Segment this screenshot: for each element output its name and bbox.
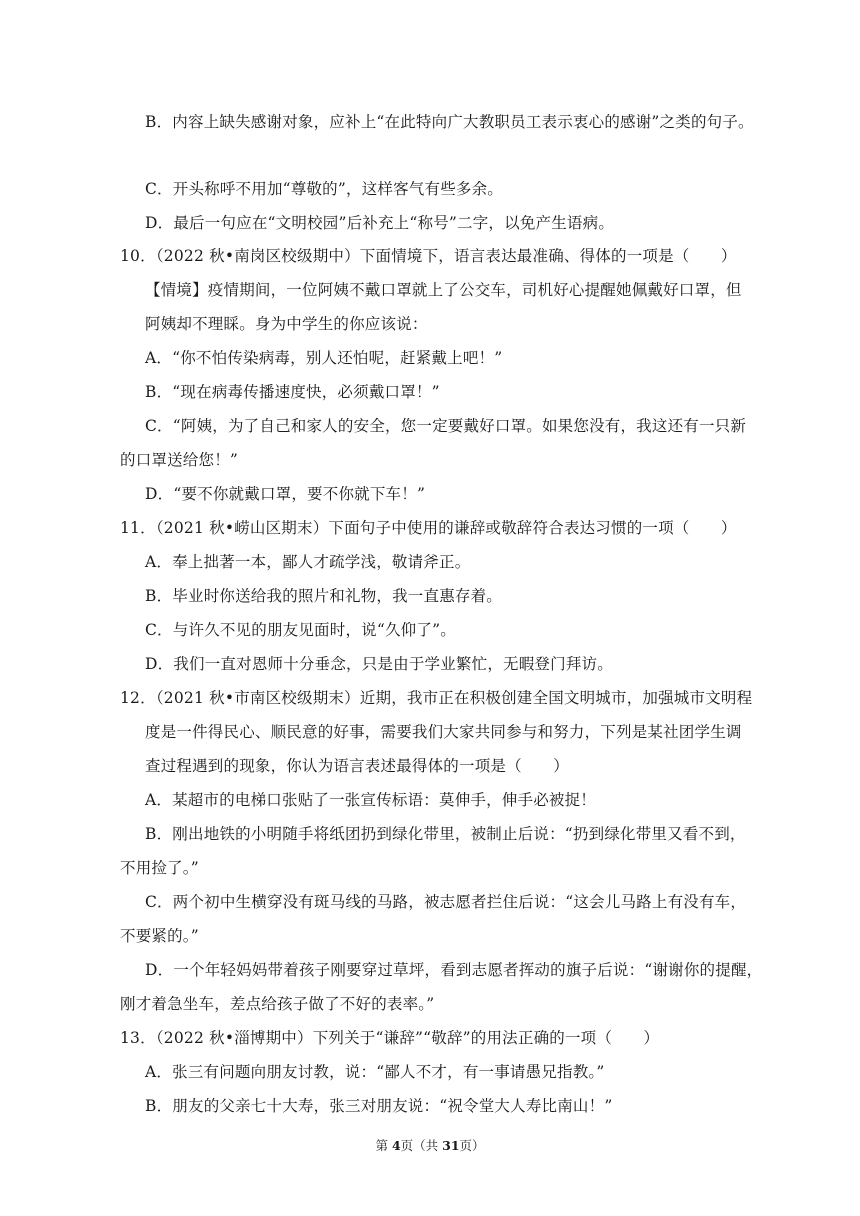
q12-option-c-line1: C．两个初中生横穿没有斑马线的马路，被志愿者拦住后说：“这会儿马路上有没有车， [145,893,747,911]
q10-option-c-line1: C．“阿姨，为了自己和家人的安全，您一定要戴好口罩。如果您没有，我这还有一只新 [145,417,747,435]
q12-option-d-line2: 刚才着急坐车，差点给孩子做了不好的表率。” [120,995,435,1013]
q11-option-a: A．奉上拙著一本，鄙人才疏学浅，敬请斧正。 [145,553,471,571]
footer-total-pages: 31 [442,1138,460,1153]
q12-option-a: A．某超市的电梯口张贴了一张宣传标语：莫伸手，伸手必被捉！ [145,791,596,809]
q10-option-d: D．“要不你就戴口罩，要不你就下车！” [145,485,426,503]
footer-middle: 页（共 [400,1138,443,1153]
q12-option-b-line2: 不用捡了。” [120,859,199,877]
q10-option-b: B．“现在病毒传播速度快，必须戴口罩！” [145,383,440,401]
q11-stem: 11．（2021 秋•崂山区期末）下面句子中使用的谦辞或敬辞符合表达习惯的一项（ ） [120,519,737,537]
footer-suffix: 页） [459,1138,485,1153]
q11-option-b: B．毕业时你送给我的照片和礼物，我一直惠存着。 [145,587,502,605]
q11-option-c: C．与许久不见的朋友见面时，说“久仰了”。 [145,621,456,639]
q10-option-c-line2: 的口罩送给您！” [120,451,239,469]
q9-option-c: C．开头称呼不用加“尊敬的”，这样客气有些多余。 [145,180,504,198]
q10-context-line2: 阿姨却不理睬。身为中学生的你应该说： [145,315,428,333]
q10-option-a: A．“你不怕传染病毒，别人还怕呢，赶紧戴上吧！” [145,349,503,367]
q9-option-b: B．内容上缺失感谢对象，应补上“在此特向广大教职员工表示衷心的感谢”之类的句子。 [145,113,754,131]
footer-prefix: 第 [375,1138,392,1153]
q13-stem: 13．（2022 秋•淄博期中）下列关于“谦辞”“敬辞”的用法正确的一项（ ） [120,1029,660,1047]
page-footer [0,1138,860,1154]
q13-option-a: A．张三有问题向朋友讨教，说：“鄙人不才，有一事请愚兄指教。” [145,1063,605,1081]
q9-option-d: D．最后一句应在“文明校园”后补充上“称号”二字，以免产生语病。 [145,214,615,232]
q11-option-d: D．我们一直对恩师十分垂念，只是由于学业繁忙，无暇登门拜访。 [145,655,613,673]
q12-stem-line2: 度是一件得民心、顺民意的好事，需要我们大家共同参与和努力，下列是某社团学生调 [145,723,742,741]
q12-stem-line1: 12．（2021 秋•市南区校级期末）近期，我市正在积极创建全国文明城市，加强城市文明程 [120,689,753,707]
q12-option-b-line1: B．刚出地铁的小明随手将纸团扔到绿化带里，被制止后说：“扔到绿化带里又看不到， [145,825,746,843]
q12-option-d-line1: D．一个年轻妈妈带着孩子刚要穿过草坪，看到志愿者挥动的旗子后说：“谢谢你的提醒， [145,961,763,979]
q12-stem-line3: 查过程遇到的现象，你认为语言表述最得体的一项是（ ） [145,757,569,775]
q10-context-line1: 【情境】疫情期间，一位阿姨不戴口罩就上了公交车，司机好心提醒她佩戴好口罩，但 [145,281,742,299]
q12-option-c-line2: 不要紧的。” [120,927,199,945]
q10-stem: 10．（2022 秋•南岗区校级期中）下面情境下，语言表达最准确、得体的一项是（ ） [120,247,737,265]
q13-option-b: B．朋友的父亲七十大寿，张三对朋友说：“祝令堂大人寿比南山！” [145,1097,613,1115]
footer-page-number: 4 [391,1138,401,1153]
